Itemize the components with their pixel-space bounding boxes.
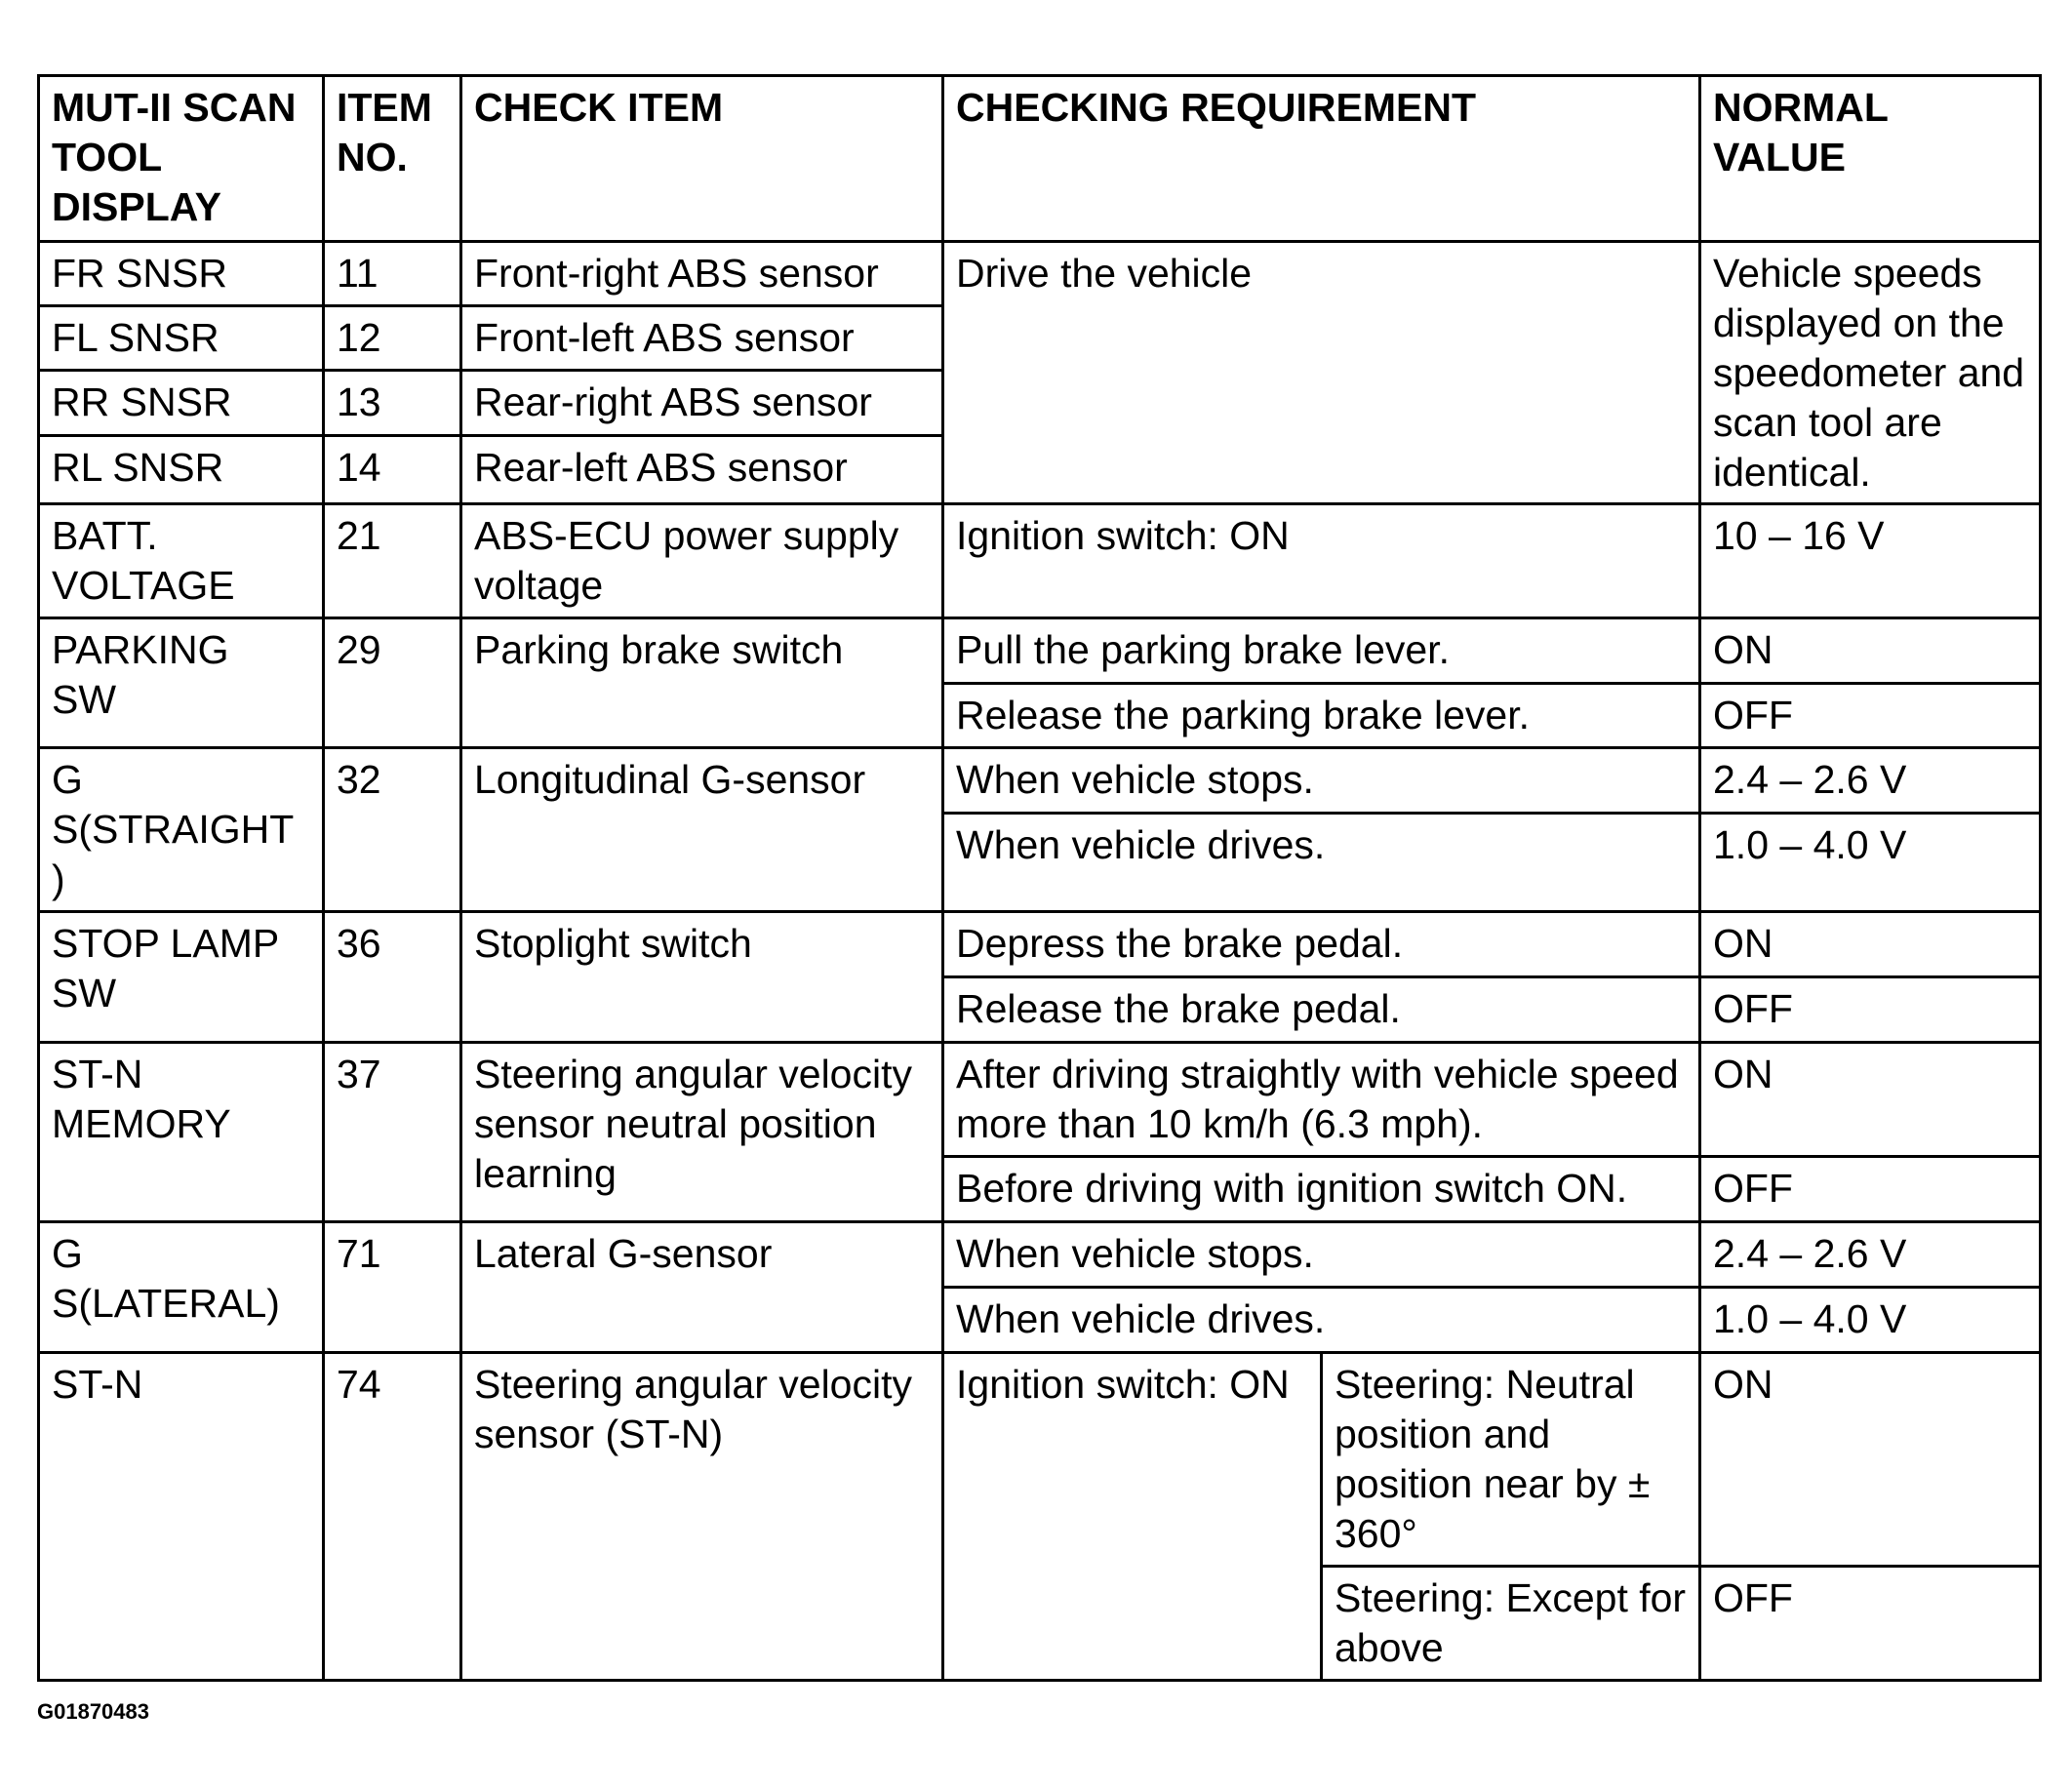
cell-display: STOP LAMP SW — [39, 912, 324, 1043]
cell-normal-value: OFF — [1700, 977, 2041, 1043]
cell-requirement: When vehicle drives. — [943, 814, 1700, 912]
header-normal-value: NORMAL VALUE — [1700, 76, 2041, 242]
cell-item-no: 14 — [324, 436, 461, 504]
cell-item-no: 13 — [324, 371, 461, 436]
table-row-g-straight — [39, 748, 2041, 814]
table-row-st-n-memory — [39, 1043, 2041, 1157]
cell-sub-requirement: Steering: Neutral position and position near by ± 360° — [1322, 1353, 1700, 1567]
cell-requirement: When vehicle drives. — [943, 1288, 1700, 1353]
cell-check-item: Parking brake switch — [461, 618, 943, 748]
cell-requirement: When vehicle stops. — [943, 1222, 1700, 1288]
header-row — [39, 76, 2041, 242]
cell-display: BATT. VOLTAGE — [39, 504, 324, 618]
cell-requirement: Release the parking brake lever. — [943, 684, 1700, 748]
cell-item-no: 36 — [324, 912, 461, 1043]
cell-wheel-normal-value: Vehicle speeds displayed on the speedometer and scan tool are identical. — [1700, 242, 2041, 504]
cell-normal-value: 1.0 – 4.0 V — [1700, 1288, 2041, 1353]
cell-display: PARKING SW — [39, 618, 324, 748]
cell-display: FL SNSR — [39, 306, 324, 371]
cell-item-no: 37 — [324, 1043, 461, 1222]
cell-check-item: Rear-right ABS sensor — [461, 371, 943, 436]
cell-check-item: Longitudinal G-sensor — [461, 748, 943, 912]
cell-display: RR SNSR — [39, 371, 324, 436]
cell-normal-value: OFF — [1700, 684, 2041, 748]
cell-display: ST-N MEMORY — [39, 1043, 324, 1222]
cell-normal-value: OFF — [1700, 1567, 2041, 1681]
cell-normal-value: ON — [1700, 618, 2041, 684]
header-checking-requirement: CHECKING REQUIREMENT — [943, 76, 1700, 242]
cell-requirement: Release the brake pedal. — [943, 977, 1700, 1043]
cell-item-no: 11 — [324, 242, 461, 306]
cell-requirement: Before driving with ignition switch ON. — [943, 1157, 1700, 1222]
cell-requirement: Ignition switch: ON — [943, 504, 1700, 618]
cell-display: ST-N — [39, 1353, 324, 1681]
cell-check-item: Front-right ABS sensor — [461, 242, 943, 306]
cell-requirement: After driving straightly with vehicle speed more than 10 km/h (6.3 mph). — [943, 1043, 1700, 1157]
header-check-item: CHECK ITEM — [461, 76, 943, 242]
cell-display: RL SNSR — [39, 436, 324, 504]
cell-item-no: 12 — [324, 306, 461, 371]
table-row-stop-lamp-sw — [39, 912, 2041, 977]
cell-normal-value: ON — [1700, 912, 2041, 977]
cell-check-item: Stoplight switch — [461, 912, 943, 1043]
header-item-no: ITEM NO. — [324, 76, 461, 242]
scan-tool-spec-table — [37, 74, 2042, 1682]
table-row-batt-voltage — [39, 504, 2041, 618]
cell-check-item: Steering angular velocity sensor neutral position learning — [461, 1043, 943, 1222]
cell-normal-value: 2.4 – 2.6 V — [1700, 1222, 2041, 1288]
cell-display: G S(STRAIGHT ) — [39, 748, 324, 912]
table-row-g-lateral — [39, 1222, 2041, 1288]
cell-normal-value: 2.4 – 2.6 V — [1700, 748, 2041, 814]
cell-item-no: 29 — [324, 618, 461, 748]
cell-sub-requirement: Steering: Except for above — [1322, 1567, 1700, 1681]
cell-check-item: Steering angular velocity sensor (ST-N) — [461, 1353, 943, 1681]
cell-check-item: ABS-ECU power supply voltage — [461, 504, 943, 618]
table-row-st-n — [39, 1353, 2041, 1567]
cell-normal-value: 1.0 – 4.0 V — [1700, 814, 2041, 912]
cell-wheel-requirement: Drive the vehicle — [943, 242, 1700, 504]
cell-requirement: When vehicle stops. — [943, 748, 1700, 814]
cell-item-no: 21 — [324, 504, 461, 618]
cell-requirement: Depress the brake pedal. — [943, 912, 1700, 977]
figure-id: G01870483 — [37, 1699, 149, 1724]
cell-requirement: Ignition switch: ON — [943, 1353, 1322, 1681]
cell-normal-value: ON — [1700, 1353, 2041, 1567]
header-display: MUT-II SCAN TOOL DISPLAY — [39, 76, 324, 242]
cell-check-item: Rear-left ABS sensor — [461, 436, 943, 504]
cell-item-no: 71 — [324, 1222, 461, 1353]
cell-display: G S(LATERAL) — [39, 1222, 324, 1353]
table-row-fr-snsr — [39, 242, 2041, 306]
cell-normal-value: ON — [1700, 1043, 2041, 1157]
cell-requirement: Pull the parking brake lever. — [943, 618, 1700, 684]
cell-item-no: 74 — [324, 1353, 461, 1681]
cell-normal-value: 10 – 16 V — [1700, 504, 2041, 618]
cell-check-item: Lateral G-sensor — [461, 1222, 943, 1353]
cell-normal-value: OFF — [1700, 1157, 2041, 1222]
table-row-parking-sw — [39, 618, 2041, 684]
cell-display: FR SNSR — [39, 242, 324, 306]
cell-check-item: Front-left ABS sensor — [461, 306, 943, 371]
cell-item-no: 32 — [324, 748, 461, 912]
